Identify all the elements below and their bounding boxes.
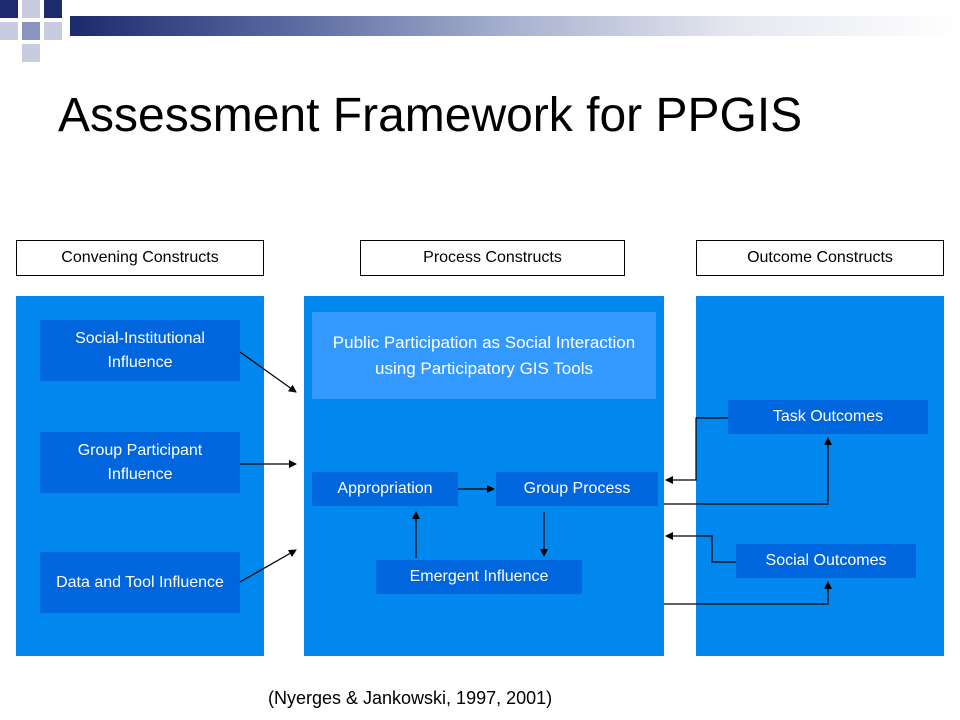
arrow-task-feedback [666, 418, 728, 480]
process-header: Process Constructs [360, 240, 625, 276]
public-participation-box: Public Participation as Social Interaction using Participatory GIS Tools [312, 312, 656, 399]
group-participant-influence-box: Group Participant Influence [40, 432, 240, 493]
group-process-box: Group Process [496, 472, 658, 506]
arrow-process-to-task [664, 438, 828, 504]
arrow-social-feedback [666, 536, 736, 562]
social-outcomes-box: Social Outcomes [736, 544, 916, 578]
appropriation-box: Appropriation [312, 472, 458, 506]
arrow-data-to-process [240, 550, 296, 582]
data-tool-influence-box: Data and Tool Influence [40, 552, 240, 613]
citation: (Nyerges & Jankowski, 1997, 2001) [268, 688, 553, 708]
emergent-influence-box: Emergent Influence [376, 560, 582, 594]
task-outcomes-box: Task Outcomes [728, 400, 928, 434]
outcome-header: Outcome Constructs [696, 240, 944, 276]
convening-header: Convening Constructs [16, 240, 264, 276]
social-institutional-influence-box: Social-Institutional Influence [40, 320, 240, 381]
arrow-process-to-social [664, 582, 828, 604]
arrow-social-to-process [240, 352, 296, 392]
slide-title: Assessment Framework for PPGIS [58, 89, 803, 142]
